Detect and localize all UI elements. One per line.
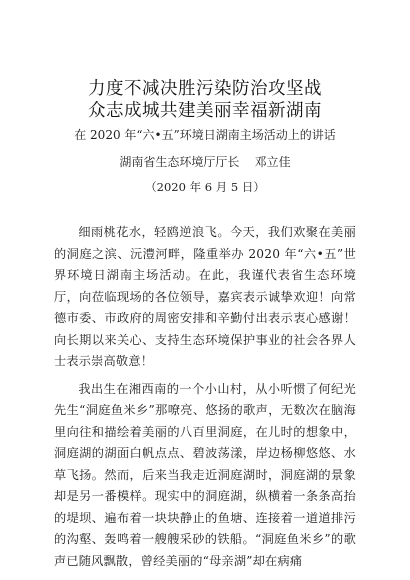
document-subtitle: 在 2020 年“六•五”环境日湖南主场活动上的讲话 [74,128,336,142]
document-body [54,222,356,572]
document-author: 湖南省生态环境厅厅长 邓立佳 [119,155,291,169]
document-date: （2020 年 6 月 5 日） [145,180,265,194]
document-title-line-1: 力度不减决胜污染防治攻坚战 [88,79,322,99]
document-title-line-2: 众志成城共建美丽幸福新湖南 [88,101,322,121]
body-paragraph: 细雨桃花水，轻鸥逆浪飞。今天，我们欢聚在美丽的洞庭之滨、沅澧河畔，隆重举办 2020 年“六•五”世界环境日湖南主场活动。在此，我谨代表省生态环境厅，向莅临现场的各位领导，嘉宾表示诚挚欢迎！向常德市委、市政府的周密安排和辛勤付出表示衷心感谢！向长期以来关心、支持生态环境保护事业的社会各界人士表示崇高敬意！ [54,225,356,368]
body-paragraph: 我出生在湘西南的一个小山村，从小听惯了何纪光先生“洞庭鱼米乡”那嘹亮、悠扬的歌声，无数次在脑海里向往和描绘着美丽的八百里洞庭，在儿时的想象中，洞庭湖的湖面白帆点点、碧波荡漾，岸边杨柳悠悠、水草飞扬。然而，后来当我走近洞庭湖时，洞庭湖的景象却是另一番模样。现实中的洞庭湖，纵横着一条条高抬的堤坝、遍布着一块块静止的鱼塘、连接着一道道排污的沟壑、轰鸣着一艘艘采砂的铁船。“洞庭鱼米乡”的歌声已随风飘散，曾经美丽的“母亲湖”却在病痛 [54,381,356,568]
